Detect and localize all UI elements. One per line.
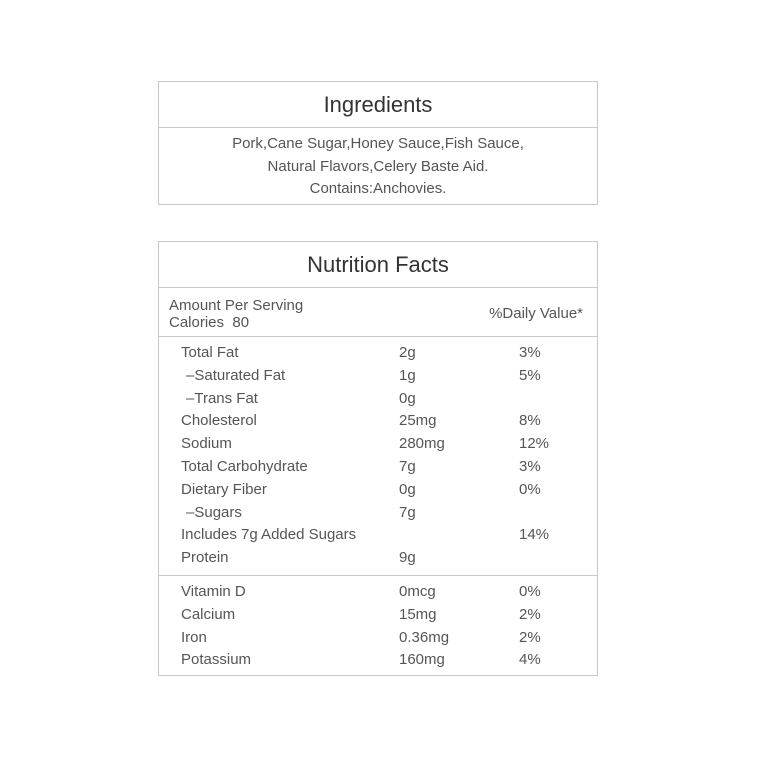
nutrient-name: Vitamin D	[181, 583, 246, 600]
nutrient-amount: 1g	[399, 366, 416, 384]
nutrient-row-vitamin-d	[159, 581, 597, 604]
nutrient-name: –Trans Fat	[186, 389, 258, 407]
nutrient-row-trans-fat	[159, 388, 597, 411]
nutrient-row-total-fat	[159, 342, 597, 365]
nutrient-name: Iron	[181, 628, 207, 646]
ingredients-line: Contains:Anchovies.	[309, 180, 447, 197]
nutrient-row-saturated-fat	[159, 365, 597, 388]
ingredients-line: Natural Flavors,Celery Baste Aid.	[267, 157, 489, 175]
nutrient-row-protein	[159, 547, 597, 570]
ingredients-line: Pork,Cane Sugar,Honey Sauce,Fish Sauce,	[232, 135, 524, 152]
calories-value: 80	[232, 314, 250, 331]
nutrient-daily-value: 0%	[519, 583, 541, 600]
nutrient-daily-value: 4%	[519, 651, 541, 669]
calories-line	[169, 314, 249, 331]
ingredients-panel	[158, 81, 598, 205]
nutrient-amount: 0g	[399, 480, 416, 498]
nutrient-name: Total Fat	[181, 344, 239, 361]
ingredients-list	[159, 128, 597, 201]
nutrient-row-cholesterol	[159, 410, 597, 433]
nutrient-name: Protein	[181, 549, 229, 567]
nutrient-amount: 0mcg	[399, 583, 436, 600]
nutrient-daily-value: 2%	[519, 628, 541, 646]
nutrient-amount: 160mg	[399, 651, 445, 669]
macronutrients-section	[159, 337, 597, 576]
amount-per-serving-label: Amount Per Serving	[169, 297, 304, 314]
nutrition-title: Nutrition Facts	[159, 242, 597, 288]
nutrient-amount: 9g	[399, 549, 416, 567]
nutrient-daily-value: 5%	[519, 366, 541, 384]
nutrient-name: Calcium	[181, 605, 236, 623]
nutrient-daily-value: 0%	[519, 480, 541, 498]
nutrient-daily-value: 3%	[519, 344, 541, 361]
calories-label: Calories	[169, 314, 225, 331]
nutrient-name: Cholesterol	[181, 412, 257, 430]
nutrient-amount: 0.36mg	[399, 628, 450, 646]
nutrient-amount: 0g	[399, 389, 416, 407]
micronutrients-section	[159, 576, 597, 672]
nutrient-daily-value: 8%	[519, 412, 541, 430]
nutrient-name: Total Carbohydrate	[181, 457, 308, 475]
nutrient-name: Includes 7g Added Sugars	[181, 526, 357, 544]
nutrient-row-calcium	[159, 604, 597, 627]
serving-header	[159, 288, 597, 337]
nutrient-row-total-carbohydrate	[159, 456, 597, 479]
nutrient-daily-value: 3%	[519, 457, 541, 475]
nutrient-name: Dietary Fiber	[181, 480, 267, 498]
nutrient-row-potassium	[159, 649, 597, 672]
nutrient-amount: 25mg	[399, 412, 437, 430]
ingredients-title: Ingredients	[159, 82, 597, 128]
nutrient-daily-value: 12%	[519, 435, 550, 453]
nutrient-name: Sodium	[181, 435, 232, 453]
nutrient-amount: 15mg	[399, 605, 437, 623]
nutrient-amount: 280mg	[399, 435, 445, 453]
nutrient-daily-value: 2%	[519, 605, 541, 623]
nutrient-daily-value: 14%	[519, 526, 550, 544]
nutrient-amount: 7g	[399, 503, 416, 521]
nutrient-row-sodium	[159, 433, 597, 456]
nutrient-name: –Sugars	[186, 503, 242, 521]
nutrient-name: –Saturated Fat	[186, 366, 286, 384]
nutrient-row-sugars	[159, 502, 597, 525]
nutrient-name: Potassium	[181, 651, 252, 669]
nutrition-facts-panel	[158, 241, 598, 676]
nutrient-row-iron	[159, 627, 597, 650]
nutrient-row-dietary-fiber	[159, 479, 597, 502]
nutrient-amount: 7g	[399, 457, 416, 475]
nutrient-row-added-sugars	[159, 524, 597, 547]
daily-value-header: %Daily Value*	[489, 305, 583, 322]
nutrient-amount: 2g	[399, 344, 416, 361]
